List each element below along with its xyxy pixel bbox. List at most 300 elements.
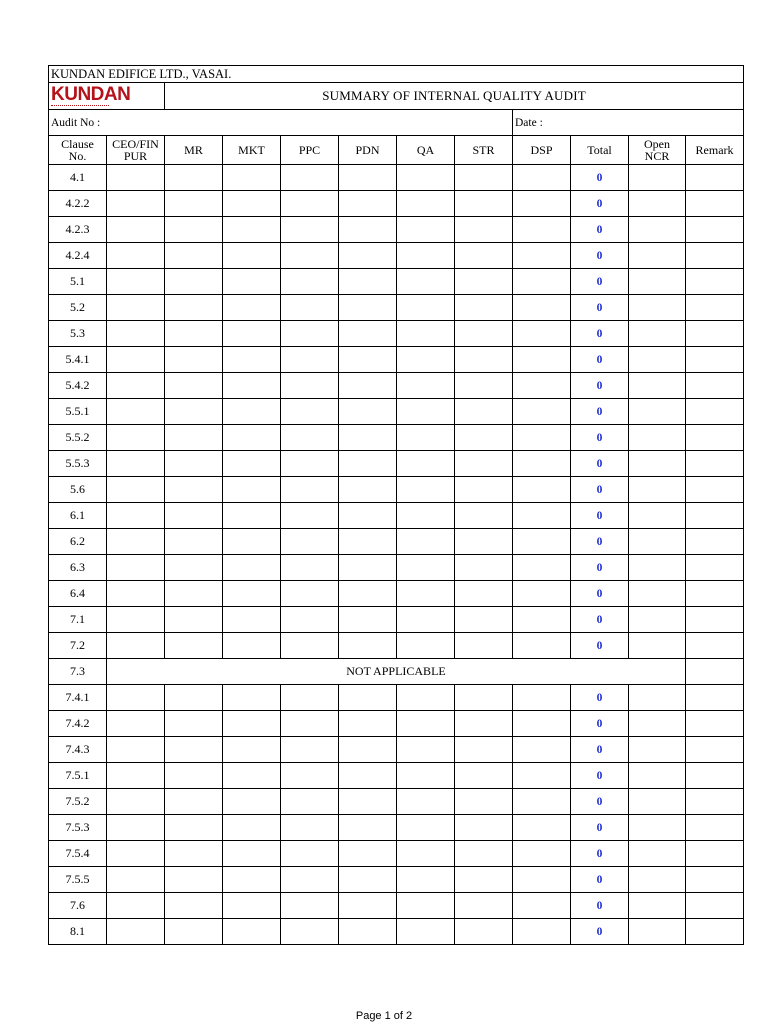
cell-mr[interactable] (165, 633, 223, 659)
remark-cell[interactable] (686, 425, 744, 451)
cell-qa[interactable] (397, 789, 455, 815)
remark-cell[interactable] (686, 243, 744, 269)
cell-str[interactable] (455, 165, 513, 191)
cell-dsp[interactable] (513, 243, 571, 269)
cell-mkt[interactable] (223, 555, 281, 581)
cell-ceo[interactable] (107, 685, 165, 711)
cell-pdn[interactable] (339, 633, 397, 659)
cell-qa[interactable] (397, 269, 455, 295)
cell-ceo[interactable] (107, 789, 165, 815)
cell-ceo[interactable] (107, 321, 165, 347)
cell-mkt[interactable] (223, 607, 281, 633)
cell-mr[interactable] (165, 685, 223, 711)
cell-dsp[interactable] (513, 451, 571, 477)
remark-cell[interactable] (686, 295, 744, 321)
cell-str[interactable] (455, 295, 513, 321)
cell-dsp[interactable] (513, 529, 571, 555)
cell-pdn[interactable] (339, 711, 397, 737)
cell-str[interactable] (455, 867, 513, 893)
audit-no-label: Audit No : (51, 116, 101, 129)
open-ncr-cell[interactable] (629, 711, 686, 737)
cell-ppc[interactable] (281, 607, 339, 633)
cell-qa[interactable] (397, 191, 455, 217)
cell-ceo[interactable] (107, 269, 165, 295)
cell-mkt[interactable] (223, 165, 281, 191)
cell-ppc[interactable] (281, 633, 339, 659)
cell-qa[interactable] (397, 165, 455, 191)
open-ncr-cell[interactable] (629, 217, 686, 243)
cell-mr[interactable] (165, 763, 223, 789)
cell-qa[interactable] (397, 425, 455, 451)
cell-dsp[interactable] (513, 503, 571, 529)
open-ncr-cell[interactable] (629, 841, 686, 867)
open-ncr-cell[interactable] (629, 321, 686, 347)
remark-cell[interactable] (686, 607, 744, 633)
remark-cell[interactable] (686, 867, 744, 893)
cell-qa[interactable] (397, 815, 455, 841)
cell-str[interactable] (455, 425, 513, 451)
cell-qa[interactable] (397, 867, 455, 893)
remark-cell[interactable] (686, 503, 744, 529)
cell-dsp[interactable] (513, 633, 571, 659)
cell-ppc[interactable] (281, 789, 339, 815)
cell-ppc[interactable] (281, 191, 339, 217)
cell-ppc[interactable] (281, 555, 339, 581)
open-ncr-cell[interactable] (629, 607, 686, 633)
cell-str[interactable] (455, 321, 513, 347)
cell-mkt[interactable] (223, 841, 281, 867)
cell-ceo[interactable] (107, 711, 165, 737)
cell-dsp[interactable] (513, 815, 571, 841)
cell-dsp[interactable] (513, 321, 571, 347)
remark-cell[interactable] (686, 815, 744, 841)
cell-ppc[interactable] (281, 399, 339, 425)
cell-mkt[interactable] (223, 763, 281, 789)
remark-cell[interactable] (686, 321, 744, 347)
cell-str[interactable] (455, 633, 513, 659)
cell-pdn[interactable] (339, 737, 397, 763)
cell-dsp[interactable] (513, 789, 571, 815)
remark-cell[interactable] (686, 191, 744, 217)
cell-str[interactable] (455, 399, 513, 425)
open-ncr-cell[interactable] (629, 737, 686, 763)
cell-mr[interactable] (165, 815, 223, 841)
remark-cell[interactable] (686, 737, 744, 763)
cell-qa[interactable] (397, 373, 455, 399)
cell-dsp[interactable] (513, 191, 571, 217)
cell-dsp[interactable] (513, 919, 571, 945)
cell-mr[interactable] (165, 243, 223, 269)
cell-ceo[interactable] (107, 399, 165, 425)
cell-mkt[interactable] (223, 737, 281, 763)
cell-str[interactable] (455, 815, 513, 841)
cell-ceo[interactable] (107, 867, 165, 893)
cell-mr[interactable] (165, 165, 223, 191)
cell-mkt[interactable] (223, 269, 281, 295)
cell-mkt[interactable] (223, 425, 281, 451)
cell-qa[interactable] (397, 633, 455, 659)
cell-mr[interactable] (165, 321, 223, 347)
cell-dsp[interactable] (513, 425, 571, 451)
cell-dsp[interactable] (513, 555, 571, 581)
cell-qa[interactable] (397, 685, 455, 711)
total-cell: 0 (571, 295, 629, 321)
cell-mkt[interactable] (223, 295, 281, 321)
cell-str[interactable] (455, 269, 513, 295)
cell-mr[interactable] (165, 347, 223, 373)
total-cell: 0 (571, 217, 629, 243)
cell-pdn[interactable] (339, 269, 397, 295)
cell-qa[interactable] (397, 477, 455, 503)
cell-ppc[interactable] (281, 711, 339, 737)
cell-pdn[interactable] (339, 399, 397, 425)
cell-dsp[interactable] (513, 685, 571, 711)
cell-dsp[interactable] (513, 841, 571, 867)
cell-ceo[interactable] (107, 451, 165, 477)
cell-ceo[interactable] (107, 217, 165, 243)
cell-mr[interactable] (165, 373, 223, 399)
remark-cell[interactable] (686, 659, 744, 685)
cell-dsp[interactable] (513, 269, 571, 295)
cell-str[interactable] (455, 477, 513, 503)
cell-mr[interactable] (165, 399, 223, 425)
open-ncr-cell[interactable] (629, 633, 686, 659)
cell-ceo[interactable] (107, 165, 165, 191)
table-row (49, 425, 744, 451)
cell-mr[interactable] (165, 867, 223, 893)
open-ncr-cell[interactable] (629, 347, 686, 373)
cell-dsp[interactable] (513, 399, 571, 425)
cell-qa[interactable] (397, 217, 455, 243)
cell-ceo[interactable] (107, 607, 165, 633)
cell-qa[interactable] (397, 295, 455, 321)
cell-ceo[interactable] (107, 737, 165, 763)
cell-mr[interactable] (165, 451, 223, 477)
cell-pdn[interactable] (339, 373, 397, 399)
cell-dsp[interactable] (513, 217, 571, 243)
cell-pdn[interactable] (339, 295, 397, 321)
cell-mkt[interactable] (223, 893, 281, 919)
open-ncr-cell[interactable] (629, 503, 686, 529)
cell-str[interactable] (455, 737, 513, 763)
cell-mr[interactable] (165, 295, 223, 321)
cell-pdn[interactable] (339, 191, 397, 217)
cell-pdn[interactable] (339, 529, 397, 555)
cell-pdn[interactable] (339, 243, 397, 269)
cell-dsp[interactable] (513, 737, 571, 763)
cell-ppc[interactable] (281, 815, 339, 841)
cell-mkt[interactable] (223, 321, 281, 347)
cell-ppc[interactable] (281, 841, 339, 867)
audit-no-field[interactable] (49, 110, 513, 136)
remark-cell[interactable] (686, 841, 744, 867)
cell-mkt[interactable] (223, 243, 281, 269)
cell-ppc[interactable] (281, 867, 339, 893)
open-ncr-cell[interactable] (629, 581, 686, 607)
cell-str[interactable] (455, 555, 513, 581)
cell-mkt[interactable] (223, 347, 281, 373)
cell-mr[interactable] (165, 529, 223, 555)
cell-ceo[interactable] (107, 893, 165, 919)
cell-ppc[interactable] (281, 477, 339, 503)
cell-qa[interactable] (397, 841, 455, 867)
remark-cell[interactable] (686, 893, 744, 919)
cell-ppc[interactable] (281, 893, 339, 919)
cell-mr[interactable] (165, 893, 223, 919)
cell-mr[interactable] (165, 555, 223, 581)
cell-dsp[interactable] (513, 711, 571, 737)
open-ncr-cell[interactable] (629, 451, 686, 477)
open-ncr-cell[interactable] (629, 477, 686, 503)
cell-mkt[interactable] (223, 503, 281, 529)
cell-qa[interactable] (397, 243, 455, 269)
cell-mkt[interactable] (223, 477, 281, 503)
cell-str[interactable] (455, 347, 513, 373)
cell-ppc[interactable] (281, 451, 339, 477)
cell-mr[interactable] (165, 789, 223, 815)
cell-qa[interactable] (397, 529, 455, 555)
remark-cell[interactable] (686, 477, 744, 503)
cell-qa[interactable] (397, 503, 455, 529)
cell-ppc[interactable] (281, 919, 339, 945)
cell-mr[interactable] (165, 711, 223, 737)
cell-ceo[interactable] (107, 191, 165, 217)
remark-cell[interactable] (686, 789, 744, 815)
cell-mkt[interactable] (223, 581, 281, 607)
open-ncr-cell[interactable] (629, 399, 686, 425)
cell-ppc[interactable] (281, 737, 339, 763)
cell-qa[interactable] (397, 321, 455, 347)
cell-qa[interactable] (397, 399, 455, 425)
cell-dsp[interactable] (513, 893, 571, 919)
cell-dsp[interactable] (513, 165, 571, 191)
cell-ppc[interactable] (281, 503, 339, 529)
cell-mr[interactable] (165, 477, 223, 503)
open-ncr-cell[interactable] (629, 269, 686, 295)
date-field[interactable] (513, 110, 744, 136)
cell-qa[interactable] (397, 893, 455, 919)
cell-ceo[interactable] (107, 581, 165, 607)
remark-cell[interactable] (686, 217, 744, 243)
cell-qa[interactable] (397, 711, 455, 737)
cell-ceo[interactable] (107, 243, 165, 269)
remark-cell[interactable] (686, 685, 744, 711)
cell-qa[interactable] (397, 451, 455, 477)
remark-cell[interactable] (686, 581, 744, 607)
open-ncr-cell[interactable] (629, 529, 686, 555)
open-ncr-cell[interactable] (629, 789, 686, 815)
cell-qa[interactable] (397, 347, 455, 373)
remark-cell[interactable] (686, 269, 744, 295)
cell-pdn[interactable] (339, 321, 397, 347)
cell-ppc[interactable] (281, 165, 339, 191)
cell-mkt[interactable] (223, 633, 281, 659)
open-ncr-cell[interactable] (629, 373, 686, 399)
cell-ceo[interactable] (107, 503, 165, 529)
cell-pdn[interactable] (339, 789, 397, 815)
cell-ceo[interactable] (107, 295, 165, 321)
cell-qa[interactable] (397, 607, 455, 633)
open-ncr-cell[interactable] (629, 295, 686, 321)
open-ncr-cell[interactable] (629, 763, 686, 789)
cell-str[interactable] (455, 711, 513, 737)
open-ncr-cell[interactable] (629, 425, 686, 451)
cell-ceo[interactable] (107, 477, 165, 503)
cell-str[interactable] (455, 763, 513, 789)
cell-pdn[interactable] (339, 347, 397, 373)
cell-ppc[interactable] (281, 373, 339, 399)
cell-dsp[interactable] (513, 373, 571, 399)
cell-mkt[interactable] (223, 217, 281, 243)
open-ncr-cell[interactable] (629, 555, 686, 581)
cell-dsp[interactable] (513, 347, 571, 373)
cell-mr[interactable] (165, 425, 223, 451)
cell-pdn[interactable] (339, 555, 397, 581)
cell-ceo[interactable] (107, 841, 165, 867)
cell-pdn[interactable] (339, 867, 397, 893)
remark-cell[interactable] (686, 399, 744, 425)
cell-pdn[interactable] (339, 815, 397, 841)
open-ncr-cell[interactable] (629, 165, 686, 191)
cell-str[interactable] (455, 217, 513, 243)
remark-cell[interactable] (686, 919, 744, 945)
open-ncr-cell[interactable] (629, 867, 686, 893)
cell-mkt[interactable] (223, 373, 281, 399)
cell-dsp[interactable] (513, 763, 571, 789)
cell-pdn[interactable] (339, 581, 397, 607)
open-ncr-cell[interactable] (629, 893, 686, 919)
cell-ppc[interactable] (281, 321, 339, 347)
cell-qa[interactable] (397, 555, 455, 581)
cell-ppc[interactable] (281, 529, 339, 555)
cell-pdn[interactable] (339, 165, 397, 191)
cell-ppc[interactable] (281, 685, 339, 711)
cell-ppc[interactable] (281, 581, 339, 607)
remark-cell[interactable] (686, 347, 744, 373)
cell-pdn[interactable] (339, 607, 397, 633)
cell-pdn[interactable] (339, 503, 397, 529)
cell-ppc[interactable] (281, 269, 339, 295)
cell-ppc[interactable] (281, 763, 339, 789)
cell-qa[interactable] (397, 919, 455, 945)
open-ncr-cell[interactable] (629, 919, 686, 945)
cell-str[interactable] (455, 789, 513, 815)
cell-mkt[interactable] (223, 711, 281, 737)
open-ncr-cell[interactable] (629, 191, 686, 217)
cell-pdn[interactable] (339, 451, 397, 477)
cell-mkt[interactable] (223, 191, 281, 217)
cell-ppc[interactable] (281, 347, 339, 373)
cell-pdn[interactable] (339, 685, 397, 711)
cell-mkt[interactable] (223, 685, 281, 711)
cell-qa[interactable] (397, 737, 455, 763)
cell-str[interactable] (455, 243, 513, 269)
remark-cell[interactable] (686, 529, 744, 555)
remark-cell[interactable] (686, 763, 744, 789)
cell-dsp[interactable] (513, 581, 571, 607)
cell-ppc[interactable] (281, 425, 339, 451)
header-mr: MR (165, 136, 223, 165)
cell-mkt[interactable] (223, 867, 281, 893)
cell-mr[interactable] (165, 269, 223, 295)
cell-str[interactable] (455, 451, 513, 477)
remark-cell[interactable] (686, 373, 744, 399)
open-ncr-cell[interactable] (629, 685, 686, 711)
cell-str[interactable] (455, 841, 513, 867)
cell-ceo[interactable] (107, 347, 165, 373)
cell-ceo[interactable] (107, 425, 165, 451)
cell-pdn[interactable] (339, 919, 397, 945)
cell-ppc[interactable] (281, 217, 339, 243)
cell-mr[interactable] (165, 919, 223, 945)
cell-ceo[interactable] (107, 633, 165, 659)
cell-mr[interactable] (165, 217, 223, 243)
cell-dsp[interactable] (513, 295, 571, 321)
cell-ceo[interactable] (107, 815, 165, 841)
cell-ceo[interactable] (107, 373, 165, 399)
cell-ceo[interactable] (107, 529, 165, 555)
cell-ppc[interactable] (281, 243, 339, 269)
cell-pdn[interactable] (339, 425, 397, 451)
cell-pdn[interactable] (339, 217, 397, 243)
remark-cell[interactable] (686, 711, 744, 737)
cell-mkt[interactable] (223, 789, 281, 815)
cell-dsp[interactable] (513, 477, 571, 503)
cell-pdn[interactable] (339, 763, 397, 789)
remark-cell[interactable] (686, 555, 744, 581)
cell-mkt[interactable] (223, 399, 281, 425)
cell-str[interactable] (455, 581, 513, 607)
cell-str[interactable] (455, 685, 513, 711)
cell-mr[interactable] (165, 503, 223, 529)
remark-cell[interactable] (686, 165, 744, 191)
cell-mr[interactable] (165, 607, 223, 633)
cell-qa[interactable] (397, 763, 455, 789)
total-cell: 0 (571, 789, 629, 815)
cell-dsp[interactable] (513, 867, 571, 893)
cell-str[interactable] (455, 373, 513, 399)
cell-mkt[interactable] (223, 451, 281, 477)
cell-pdn[interactable] (339, 477, 397, 503)
cell-ppc[interactable] (281, 295, 339, 321)
cell-str[interactable] (455, 191, 513, 217)
cell-mkt[interactable] (223, 529, 281, 555)
cell-dsp[interactable] (513, 607, 571, 633)
cell-pdn[interactable] (339, 893, 397, 919)
cell-mkt[interactable] (223, 919, 281, 945)
cell-pdn[interactable] (339, 841, 397, 867)
cell-mr[interactable] (165, 581, 223, 607)
clause-cell: 7.6 (49, 893, 107, 919)
cell-mkt[interactable] (223, 815, 281, 841)
open-ncr-cell[interactable] (629, 815, 686, 841)
cell-mr[interactable] (165, 191, 223, 217)
cell-str[interactable] (455, 503, 513, 529)
cell-qa[interactable] (397, 581, 455, 607)
remark-cell[interactable] (686, 633, 744, 659)
cell-ceo[interactable] (107, 555, 165, 581)
cell-ceo[interactable] (107, 919, 165, 945)
cell-str[interactable] (455, 607, 513, 633)
cell-mr[interactable] (165, 737, 223, 763)
open-ncr-cell[interactable] (629, 243, 686, 269)
cell-str[interactable] (455, 893, 513, 919)
cell-mr[interactable] (165, 841, 223, 867)
cell-str[interactable] (455, 529, 513, 555)
remark-cell[interactable] (686, 451, 744, 477)
cell-ceo[interactable] (107, 763, 165, 789)
cell-str[interactable] (455, 919, 513, 945)
